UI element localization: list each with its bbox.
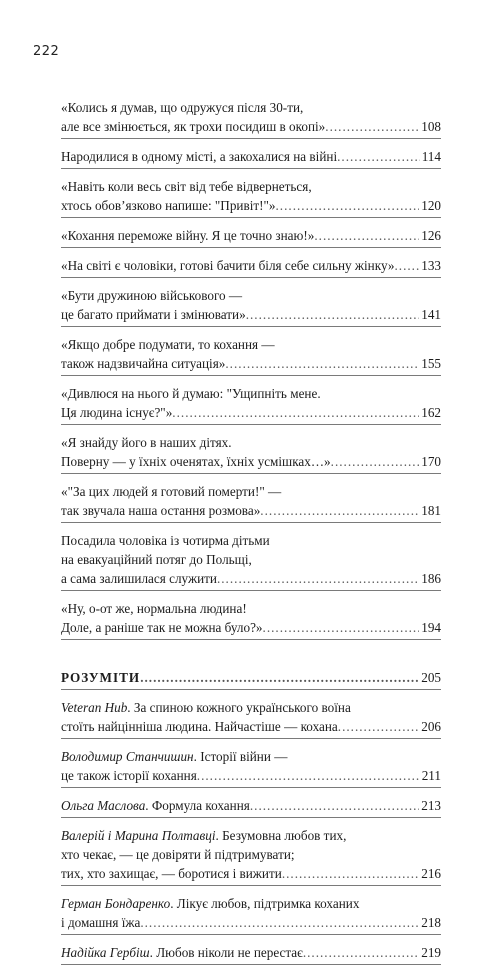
table-of-contents bbox=[61, 98, 441, 973]
toc-entry bbox=[61, 599, 441, 640]
entry-author: Володимир Станчишин bbox=[61, 749, 194, 764]
entry-page: 219 bbox=[421, 945, 441, 960]
entry-line: це також історії кохання ..... bbox=[61, 766, 420, 785]
page-number: 222 bbox=[33, 44, 60, 59]
toc-entry bbox=[61, 286, 441, 327]
entry-page: 186 bbox=[421, 571, 441, 586]
section-heading bbox=[61, 668, 441, 690]
entry-line: «Бути дружиною військового — bbox=[61, 288, 243, 303]
entry-line: «Ну, о-от же, нормальна людина! bbox=[61, 601, 247, 616]
entry-line: Ця людина існує?"» ..... bbox=[61, 403, 419, 422]
entry-line: «На світі є чоловіки, готові бачити біля себе сильну жінку» ..... bbox=[61, 256, 419, 275]
entry-line: «Кохання переможе війну. Я це точно знаю!» ..... bbox=[61, 226, 419, 245]
entry-line: але все змінюється, як трохи посидиш в окопі» ..... bbox=[61, 117, 419, 136]
entry-page: 120 bbox=[421, 198, 441, 213]
entry-page: 133 bbox=[421, 258, 441, 273]
entry-line: . Формула кохання bbox=[145, 798, 250, 813]
entry-page: 170 bbox=[421, 454, 441, 469]
entry-line: «Навіть коли весь світ від тебе відвернеться, bbox=[61, 179, 312, 194]
entry-page: 211 bbox=[421, 768, 441, 783]
toc-entry bbox=[61, 698, 441, 739]
entry-page: 114 bbox=[421, 149, 441, 164]
entry-page: 181 bbox=[421, 503, 441, 518]
entry-author: Валерій і Марина Полтавці bbox=[61, 828, 216, 843]
entry-line: і домашня їжа ..... bbox=[61, 913, 419, 932]
entry-page: 194 bbox=[421, 620, 441, 635]
toc-entry bbox=[61, 826, 441, 886]
entry-page: 213 bbox=[421, 798, 441, 813]
entry-line: тих, хто захищає, — боротися і вижити ..... bbox=[61, 864, 419, 883]
entry-line: а сама залишилася служити ..... bbox=[61, 569, 419, 588]
entry-line: стоїть найцінніша людина. Найчастіше — кохана ..... bbox=[61, 717, 419, 736]
toc-entry bbox=[61, 747, 441, 788]
entry-line: . Історії війни — bbox=[193, 749, 288, 764]
entry-page: 141 bbox=[421, 307, 441, 322]
entry-page: 206 bbox=[421, 719, 441, 734]
toc-entry bbox=[61, 147, 441, 169]
entry-line: . Безумовна любов тих, bbox=[215, 828, 347, 843]
entry-line: . За спиною кожного українського воїна bbox=[127, 700, 351, 715]
entry-line: це багато приймати і змінювати» ..... bbox=[61, 305, 419, 324]
entry-author: Ольга Маслова bbox=[61, 798, 146, 813]
toc-entry bbox=[61, 256, 441, 278]
entry-author: Герман Бондаренко bbox=[61, 896, 171, 911]
toc-entry bbox=[61, 894, 441, 935]
toc-entry bbox=[61, 531, 441, 591]
entry-line: «Колись я думав, що одружуся після 30-ти, bbox=[61, 100, 304, 115]
entry-line: на евакуаційний потяг до Польщі, bbox=[61, 552, 252, 567]
section-title: РОЗУМІТИ ..... bbox=[61, 668, 419, 687]
toc-entry bbox=[61, 796, 441, 818]
entry-page: 108 bbox=[421, 119, 441, 134]
toc-entry bbox=[61, 482, 441, 523]
section-spacer bbox=[61, 648, 441, 668]
toc-entry bbox=[61, 226, 441, 248]
toc-entry bbox=[61, 433, 441, 474]
entry-line: так звучала наша остання розмова» ..... bbox=[61, 501, 419, 520]
entry-author: Надійка Гербіш bbox=[61, 945, 150, 960]
entry-page: 218 bbox=[421, 915, 441, 930]
toc-entry bbox=[61, 177, 441, 218]
entry-line: Народилися в одному місті, а закохалися на війні ..... bbox=[61, 147, 420, 166]
section-page: 205 bbox=[421, 670, 441, 685]
toc-entry bbox=[61, 943, 441, 965]
entry-page: 126 bbox=[421, 228, 441, 243]
entry-line: Доле, а раніше так не можна було?» ..... bbox=[61, 618, 419, 637]
entry-line: хто чекає, — це довіряти й підтримувати; bbox=[61, 847, 295, 862]
entry-line: Посадила чоловіка із чотирма дітьми bbox=[61, 533, 270, 548]
entry-line: . Лікує любов, підтримка коханих bbox=[170, 896, 360, 911]
entry-line: хтось обов’язково напише: "Привіт!"» ..... bbox=[61, 196, 419, 215]
toc-entry bbox=[61, 98, 441, 139]
entry-line: «"За цих людей я готовий померти!" — bbox=[61, 484, 282, 499]
toc-entry bbox=[61, 384, 441, 425]
entry-line: «Дивлюся на нього й думаю: "Ущипніть мене. bbox=[61, 386, 321, 401]
entry-page: 155 bbox=[421, 356, 441, 371]
entry-line: також надзвичайна ситуація» ..... bbox=[61, 354, 419, 373]
entry-author: Veteran Hub bbox=[61, 700, 128, 715]
toc-entry bbox=[61, 335, 441, 376]
entry-line: «Я знайду його в наших дітях. bbox=[61, 435, 232, 450]
entry-line: . Любов ніколи не перестає bbox=[149, 945, 303, 960]
entry-page: 162 bbox=[421, 405, 441, 420]
entry-line: «Якщо добре подумати, то кохання — bbox=[61, 337, 275, 352]
entry-page: 216 bbox=[421, 866, 441, 881]
entry-line: Поверну — у їхніх оченятах, їхніх усмішках…» ..... bbox=[61, 452, 419, 471]
